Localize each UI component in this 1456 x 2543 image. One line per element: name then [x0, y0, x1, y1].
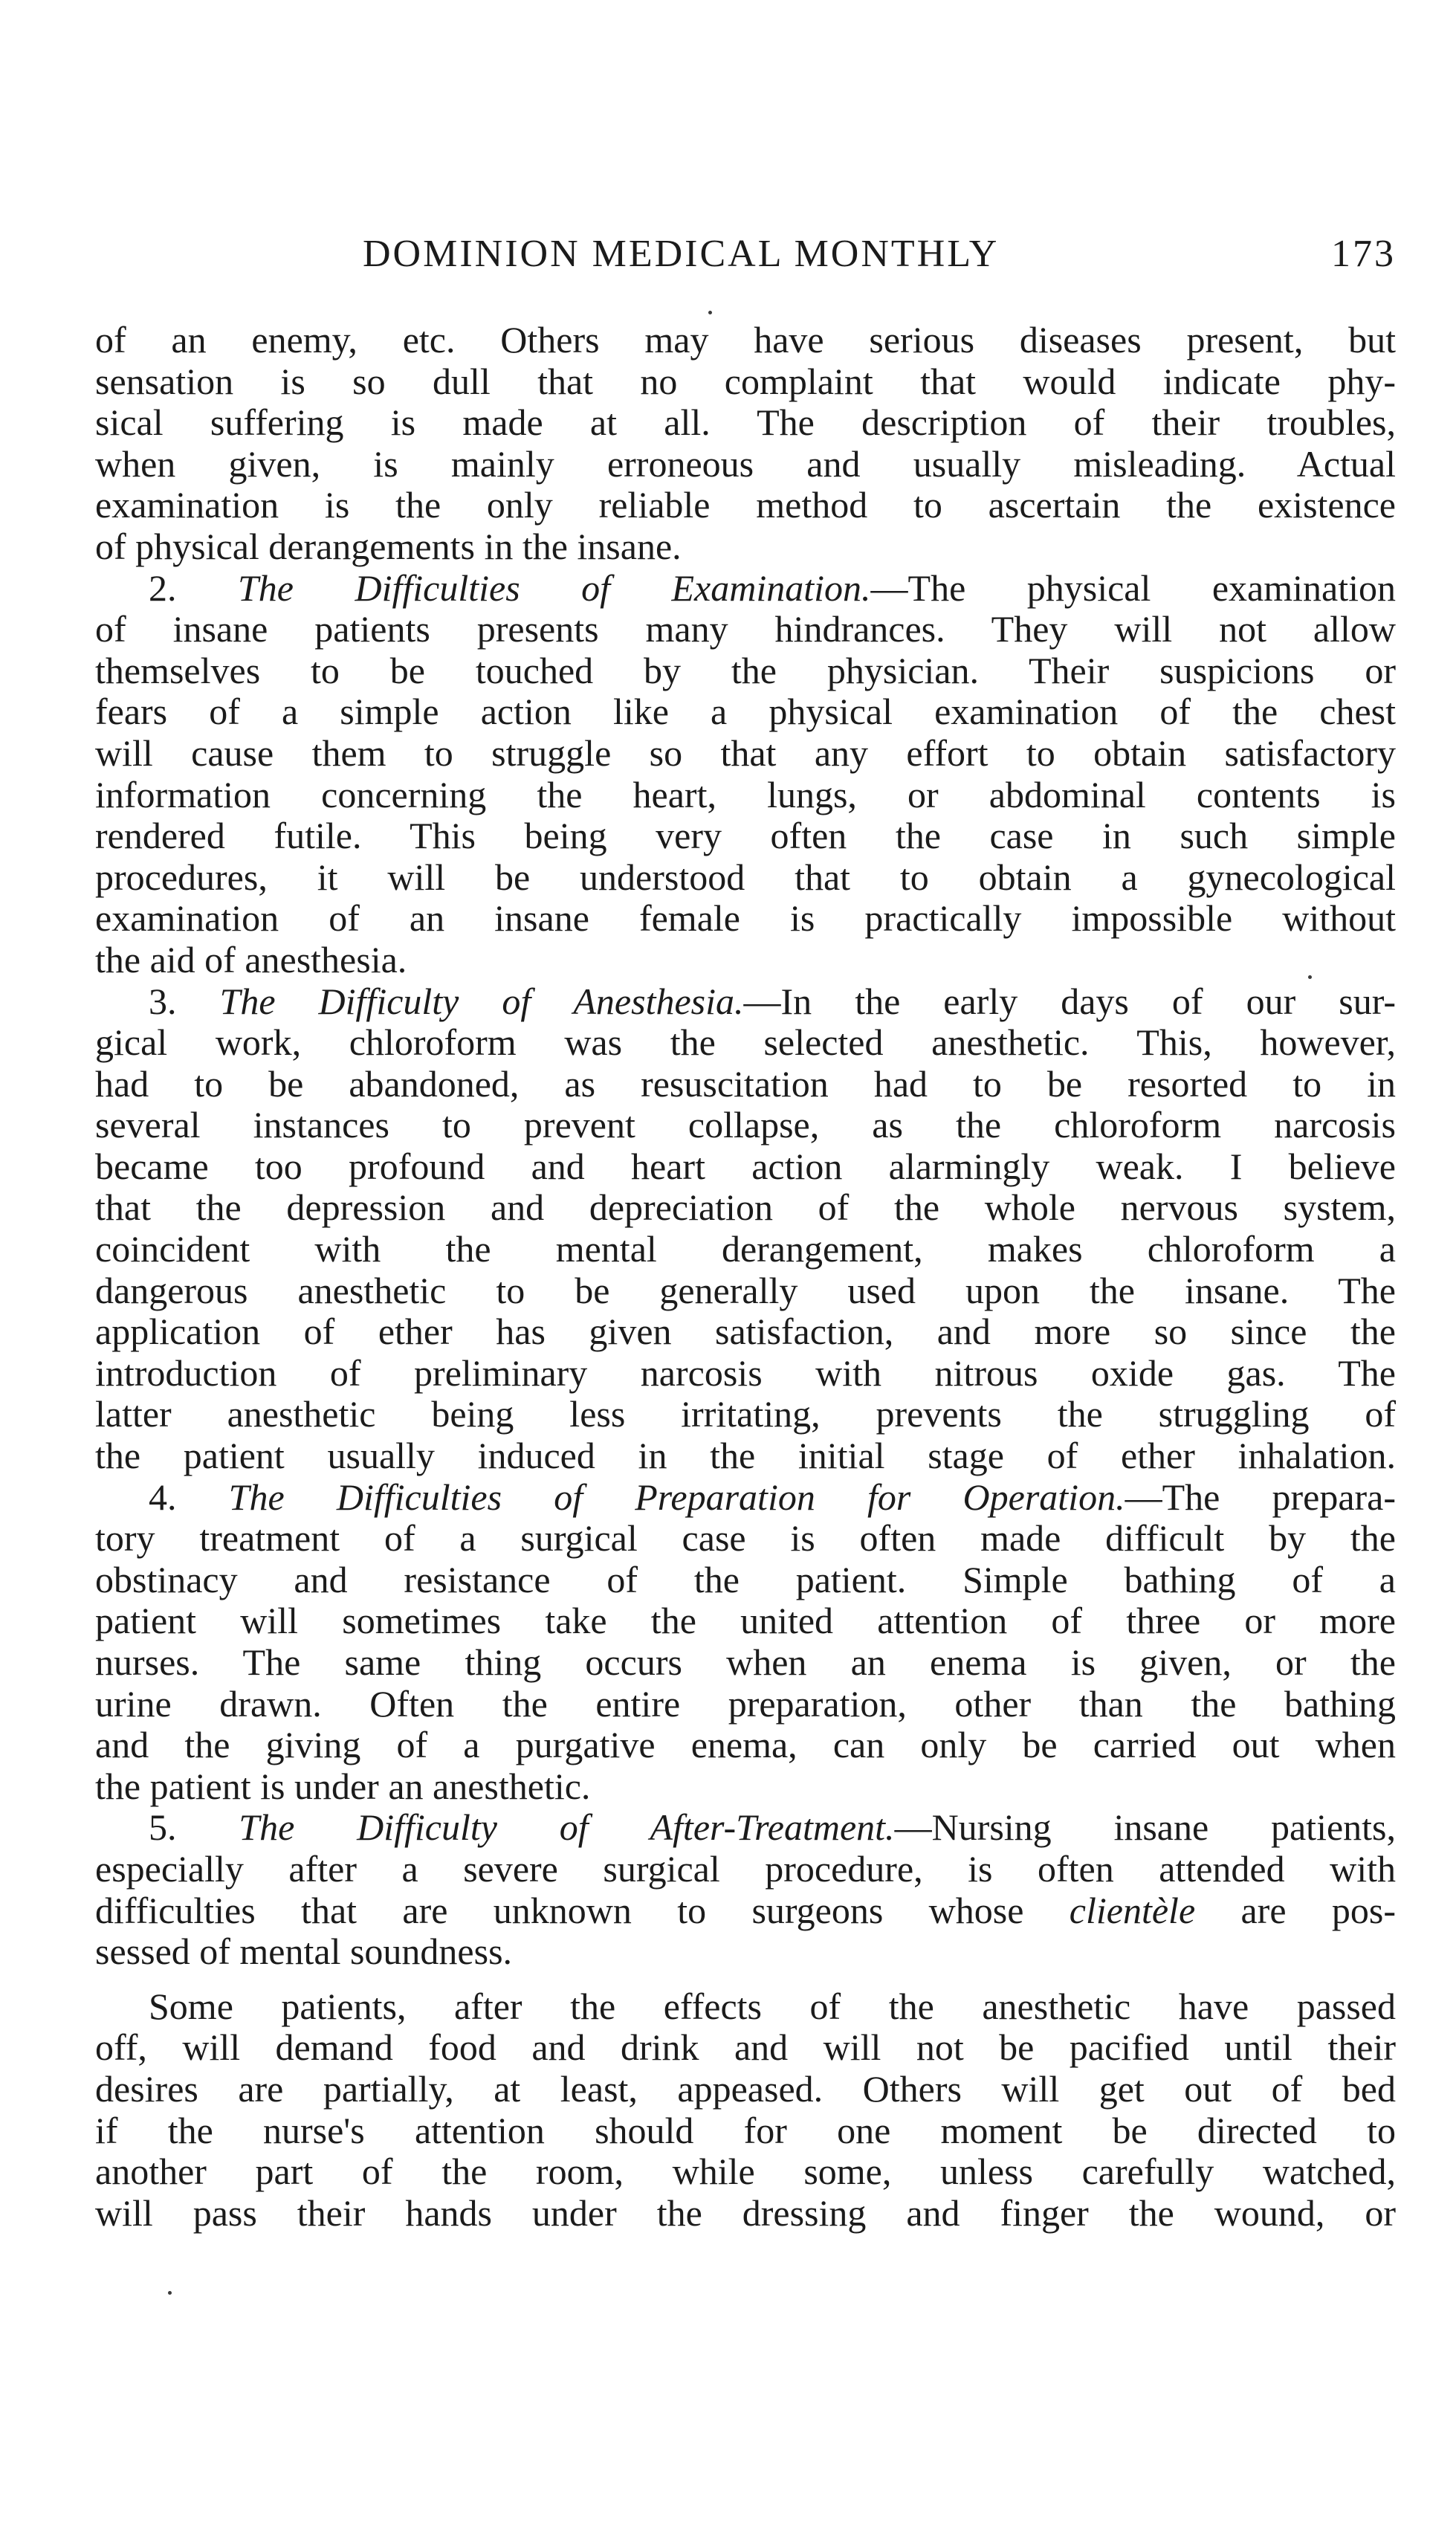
section-number: 4. — [149, 1476, 177, 1518]
text-line — [95, 1642, 1396, 1684]
text-line — [95, 775, 1396, 816]
line-text: fears of a simple action like a physical examination of the chest — [95, 691, 1396, 733]
line-text: off, will demand food and drink and will not be pacified until their — [95, 2026, 1396, 2069]
line-text: of an enemy, etc. Others may have serious diseases present, but — [95, 319, 1396, 361]
body-text — [95, 320, 1396, 2234]
line-text: several instances to prevent collapse, as the chloroform narcosis — [95, 1104, 1396, 1146]
text-line — [95, 1229, 1396, 1270]
line-text: became too profound and heart action alarmingly weak. I believe — [95, 1145, 1396, 1187]
line-text: of physical derangements in the insane. — [95, 525, 682, 567]
line-text: sensation is so dull that no complaint that would indicate phy- — [95, 360, 1396, 402]
text-line — [95, 1931, 1396, 1973]
text-line — [95, 650, 1396, 692]
print-speck — [708, 311, 712, 314]
line-text: will cause them to struggle so that any effort to obtain satisfactory — [95, 731, 1396, 774]
text-line — [95, 1890, 1396, 1932]
line-text: themselves to be touched by the physician. Their suspicions or — [95, 649, 1396, 691]
text-line — [95, 940, 1396, 981]
line-text: —The prepara- — [1125, 1476, 1397, 1518]
text-line — [95, 1353, 1396, 1395]
text-line — [95, 1064, 1396, 1105]
line-text: information concerning the heart, lungs, or abdominal contents is — [95, 773, 1396, 815]
line-text: of insane patients presents many hindrances. They will not allow — [95, 608, 1396, 650]
section-heading: The Difficulty of Anesthesia. — [219, 980, 744, 1022]
text-line — [95, 320, 1396, 361]
text-line — [95, 1187, 1396, 1229]
line-text: if the nurse's attention should for one moment be directed to — [95, 2109, 1396, 2151]
line-text: examination of an insane female is practically impossible without — [95, 897, 1396, 940]
text-line — [95, 1518, 1396, 1560]
text-line — [95, 1022, 1396, 1064]
text-line — [95, 1766, 1396, 1808]
line-text: and the giving of a purgative enema, can only be carried out when — [95, 1724, 1396, 1766]
line-tail: are pos- — [1195, 1889, 1396, 1931]
text-line — [95, 2069, 1396, 2110]
line-text: nurses. The same thing occurs when an enema is given, or the — [95, 1641, 1396, 1683]
text-line — [95, 691, 1396, 733]
line-text: had to be abandoned, as resuscitation had to be resorted to in — [95, 1062, 1396, 1105]
text-line — [95, 981, 1396, 1023]
text-line — [95, 485, 1396, 526]
section-number: 3. — [149, 980, 177, 1022]
paragraph-gap — [95, 1973, 1396, 1986]
text-line — [95, 1435, 1396, 1477]
section-heading: The Difficulties of Examination. — [237, 566, 871, 609]
line-text: rendered futile. This being very often the case in such simple — [95, 815, 1396, 857]
line-text: desires are partially, at least, appeased. Others will get out of bed — [95, 2067, 1396, 2110]
text-line — [95, 1477, 1396, 1519]
line-text: coincident with the mental derangement, makes chloroform a — [95, 1228, 1396, 1270]
text-line — [95, 526, 1396, 568]
line-text: application of ether has given satisfaction, and more so since the — [95, 1311, 1396, 1353]
text-line — [95, 2027, 1396, 2069]
text-line — [95, 1807, 1396, 1849]
section-number: 2. — [149, 566, 177, 609]
emphasis-text: clientèle — [1069, 1889, 1196, 1931]
line-text: procedures, it will be understood that to obtain a gynecological — [95, 856, 1396, 898]
line-text: the patient is under an anesthetic. — [95, 1765, 591, 1807]
line-text: difficulties that are unknown to surgeons whose — [95, 1889, 1070, 1931]
text-line — [95, 444, 1396, 485]
line-text: examination is the only reliable method to ascertain the existence — [95, 484, 1396, 526]
line-text: patient will sometimes take the united attention of three or more — [95, 1600, 1396, 1642]
text-line — [95, 402, 1396, 444]
line-text: sical suffering is made at all. The description of their troubles, — [95, 401, 1396, 444]
text-line — [95, 1684, 1396, 1725]
line-text: gical work, chloroform was the selected anesthetic. This, however, — [95, 1021, 1396, 1064]
text-line — [95, 733, 1396, 775]
section-heading: The Difficulties of Preparation for Operation. — [228, 1476, 1125, 1518]
text-line — [95, 2110, 1396, 2152]
text-line — [95, 361, 1396, 403]
line-text: introduction of preliminary narcosis with nitrous oxide gas. The — [95, 1351, 1396, 1394]
text-line — [95, 1105, 1396, 1146]
text-line — [95, 568, 1396, 610]
running-head — [95, 232, 1396, 291]
line-text: especially after a severe surgical procedure, is often attended with — [95, 1847, 1396, 1890]
line-text: Some patients, after the effects of the anesthetic have passed — [149, 1985, 1396, 2027]
print-speck — [168, 2291, 172, 2295]
text-line — [95, 2193, 1396, 2235]
text-line — [95, 1849, 1396, 1890]
line-text: tory treatment of a surgical case is often made difficult by the — [95, 1517, 1396, 1560]
line-text: another part of the room, while some, unless carefully watched, — [95, 2151, 1396, 2193]
text-line — [95, 1311, 1396, 1353]
text-line — [95, 857, 1396, 899]
line-text: latter anesthetic being less irritating, prevents the struggling of — [95, 1393, 1396, 1435]
text-line — [95, 1394, 1396, 1435]
line-text: the aid of anesthesia. — [95, 938, 407, 980]
line-text: that the depression and depreciation of the whole nervous system, — [95, 1186, 1396, 1229]
print-speck — [1308, 975, 1312, 979]
line-text: —The physical examination — [870, 566, 1396, 609]
text-line — [95, 1560, 1396, 1601]
line-text: —In the early days of our sur- — [743, 980, 1396, 1022]
line-text: urine drawn. Often the entire preparation, other than the bathing — [95, 1682, 1396, 1725]
text-line — [95, 1725, 1396, 1766]
text-line — [95, 898, 1396, 940]
line-text: —Nursing insane patients, — [894, 1806, 1397, 1849]
line-text: when given, is mainly erroneous and usually misleading. Actual — [95, 442, 1396, 485]
text-line — [95, 609, 1396, 650]
section-number: 5. — [149, 1806, 177, 1849]
line-text: obstinacy and resistance of the patient. Simple bathing of a — [95, 1558, 1396, 1600]
text-line — [95, 1600, 1396, 1642]
running-title: DOMINION MEDICAL MONTHLY — [363, 233, 1000, 275]
text-line — [95, 2151, 1396, 2193]
line-text: sessed of mental soundness. — [95, 1930, 513, 1973]
page-number: 173 — [1331, 233, 1396, 275]
text-line — [95, 1986, 1396, 2028]
text-line — [95, 815, 1396, 857]
section-heading: The Difficulty of After-Treatment. — [239, 1806, 895, 1849]
line-text: dangerous anesthetic to be generally used upon the insane. The — [95, 1269, 1396, 1311]
text-line — [95, 1146, 1396, 1188]
text-line — [95, 1270, 1396, 1312]
line-text: will pass their hands under the dressing and finger the wound, or — [95, 2191, 1396, 2234]
line-text: the patient usually induced in the initial stage of ether inhalation. — [95, 1435, 1396, 1477]
